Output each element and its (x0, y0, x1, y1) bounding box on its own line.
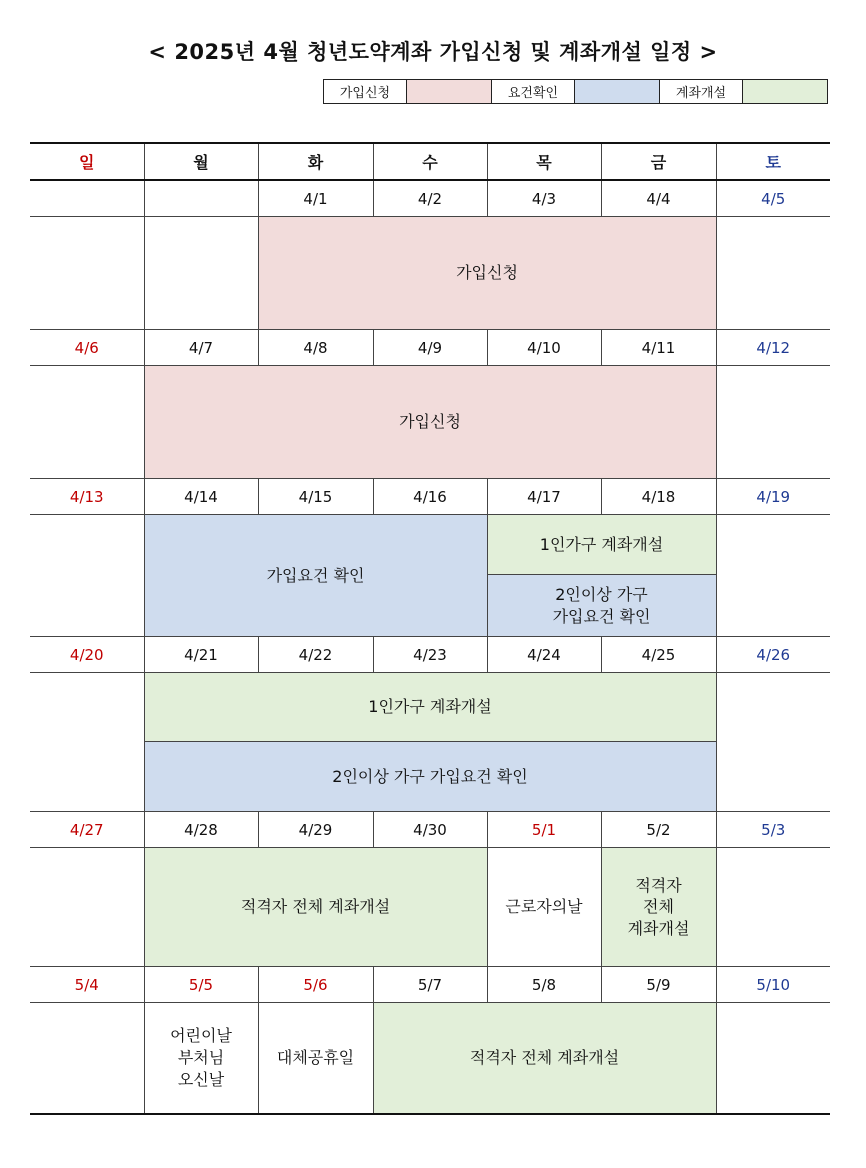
empty-cell (716, 515, 830, 637)
date-cell: 4/6 (30, 330, 144, 366)
date-cell: 4/30 (373, 812, 487, 848)
date-row-week-6 (30, 967, 830, 1003)
empty-cell (716, 366, 830, 479)
event-row-week-1 (30, 217, 830, 330)
date-cell: 4/19 (716, 479, 830, 515)
date-cell (144, 180, 258, 217)
weekday-sun: 일 (30, 143, 144, 180)
empty-cell (144, 217, 258, 330)
event-line: 가입요건 확인 (552, 606, 651, 626)
date-cell: 4/21 (144, 637, 258, 673)
legend-swatch-open (743, 80, 828, 104)
date-cell: 4/5 (716, 180, 830, 217)
event-requirement-check: 가입요건 확인 (144, 515, 487, 637)
date-cell: 4/20 (30, 637, 144, 673)
date-row-week-1 (30, 180, 830, 217)
empty-cell (716, 848, 830, 967)
page-title: < 2025년 4월 청년도약계좌 가입신청 및 계좌개설 일정 > (148, 40, 718, 64)
empty-cell (716, 673, 830, 812)
date-cell: 4/4 (601, 180, 716, 217)
date-cell: 4/8 (258, 330, 373, 366)
event-multi-household-check (487, 575, 716, 637)
date-cell: 4/9 (373, 330, 487, 366)
event-substitute-holiday: 대체공휴일 (258, 1003, 373, 1114)
event-all-eligible-open-fri (601, 848, 716, 967)
date-cell: 4/24 (487, 637, 601, 673)
date-cell: 4/25 (601, 637, 716, 673)
date-cell: 4/29 (258, 812, 373, 848)
event-line: 어린이날 (170, 1026, 232, 1046)
date-cell: 4/3 (487, 180, 601, 217)
event-line: 전체 (643, 897, 674, 917)
weekday-fri: 금 (601, 143, 716, 180)
legend-swatch-signup (407, 80, 492, 104)
event-signup: 가입신청 (258, 217, 716, 330)
weekday-thu: 목 (487, 143, 601, 180)
event-line: 오신날 (177, 1069, 225, 1089)
date-cell: 4/16 (373, 479, 487, 515)
date-cell: 4/27 (30, 812, 144, 848)
date-cell: 4/18 (601, 479, 716, 515)
empty-cell (30, 848, 144, 967)
event-row-week-2 (30, 366, 830, 479)
date-cell: 5/9 (601, 967, 716, 1003)
event-row-week-4a (30, 673, 830, 742)
event-signup: 가입신청 (144, 366, 716, 479)
date-cell: 5/10 (716, 967, 830, 1003)
event-line: 부처님 (177, 1047, 225, 1067)
empty-cell (30, 366, 144, 479)
event-single-household-open: 1인가구 계좌개설 (487, 515, 716, 575)
event-single-household-open: 1인가구 계좌개설 (144, 673, 716, 742)
empty-cell (30, 1003, 144, 1114)
date-cell: 4/23 (373, 637, 487, 673)
date-row-week-4 (30, 637, 830, 673)
date-row-week-2 (30, 330, 830, 366)
event-row-week-4b (30, 742, 830, 812)
date-cell: 5/2 (601, 812, 716, 848)
date-cell: 4/7 (144, 330, 258, 366)
date-cell: 5/4 (30, 967, 144, 1003)
event-line: 계좌개설 (627, 918, 690, 938)
event-all-eligible-open: 적격자 전체 계좌개설 (373, 1003, 716, 1114)
date-cell: 5/7 (373, 967, 487, 1003)
date-cell: 4/28 (144, 812, 258, 848)
date-cell: 4/22 (258, 637, 373, 673)
event-childrens-day-buddha (144, 1003, 258, 1114)
empty-cell (30, 673, 144, 812)
event-line: 2인이상 가구 (555, 584, 648, 604)
weekday-sat: 토 (716, 143, 830, 180)
date-cell: 4/11 (601, 330, 716, 366)
weekday-tue: 화 (258, 143, 373, 180)
legend (323, 79, 828, 104)
date-cell: 4/26 (716, 637, 830, 673)
weekday-mon: 월 (144, 143, 258, 180)
event-multi-household-check: 2인이상 가구 가입요건 확인 (144, 742, 716, 812)
schedule-calendar (30, 142, 830, 1115)
date-cell: 5/6 (258, 967, 373, 1003)
empty-cell (716, 1003, 830, 1114)
legend-swatch-check (575, 80, 660, 104)
date-cell: 4/13 (30, 479, 144, 515)
event-all-eligible-open: 적격자 전체 계좌개설 (144, 848, 487, 967)
date-cell: 4/15 (258, 479, 373, 515)
empty-cell (716, 217, 830, 330)
empty-cell (30, 217, 144, 330)
event-row-week-3a (30, 515, 830, 575)
date-cell: 4/10 (487, 330, 601, 366)
date-cell: 4/12 (716, 330, 830, 366)
date-cell: 5/8 (487, 967, 601, 1003)
empty-cell (30, 515, 144, 637)
date-cell: 5/5 (144, 967, 258, 1003)
event-line: 적격자 (635, 875, 682, 895)
date-row-week-5 (30, 812, 830, 848)
date-cell: 5/1 (487, 812, 601, 848)
legend-label-check: 요건확인 (492, 80, 575, 104)
weekday-header (30, 143, 830, 180)
date-cell: 4/17 (487, 479, 601, 515)
legend-label-signup: 가입신청 (324, 80, 407, 104)
event-row-week-5 (30, 848, 830, 967)
date-cell: 4/2 (373, 180, 487, 217)
legend-label-open: 계좌개설 (660, 80, 743, 104)
date-row-week-3 (30, 479, 830, 515)
date-cell: 5/3 (716, 812, 830, 848)
date-cell: 4/14 (144, 479, 258, 515)
date-cell (30, 180, 144, 217)
date-cell: 4/1 (258, 180, 373, 217)
weekday-wed: 수 (373, 143, 487, 180)
event-row-week-6 (30, 1003, 830, 1114)
event-labor-day: 근로자의날 (487, 848, 601, 967)
